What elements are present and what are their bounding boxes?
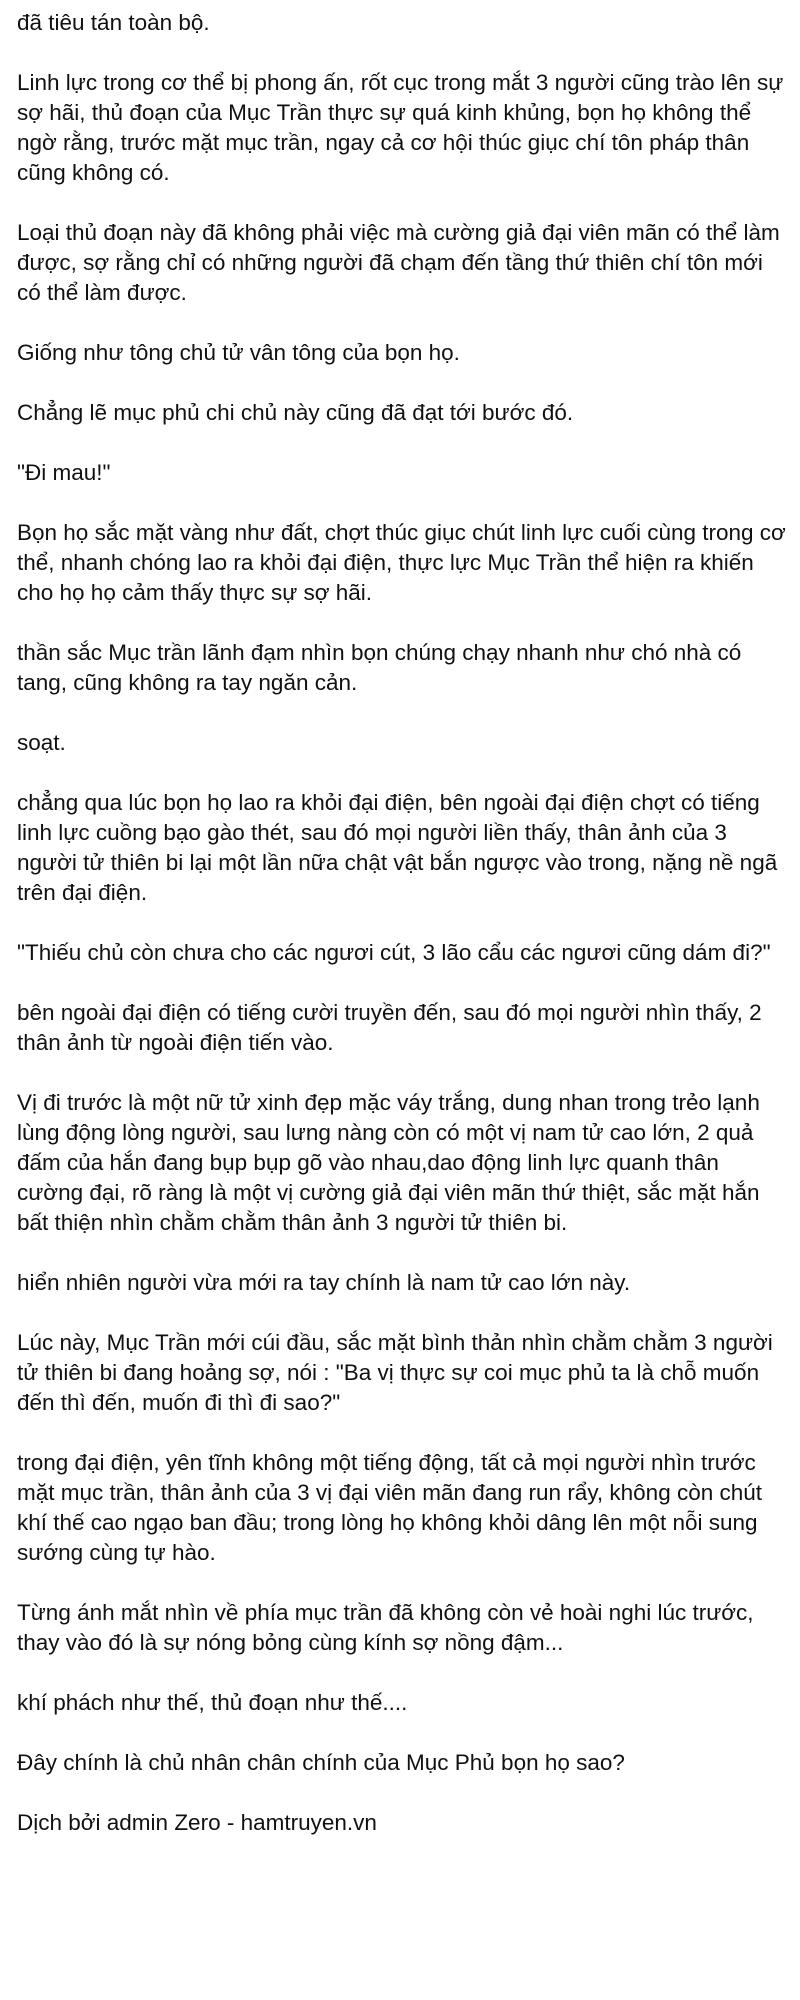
paragraph: Linh lực trong cơ thể bị phong ấn, rốt cục trong mắt 3 người cũng trào lên sự sợ hãi, thủ đoạn của Mục Trần thực sự quá kinh khủng, bọn họ không thể ngờ rằng, trước mặt mục trần, ngay cả cơ hội thúc giục chí tôn pháp thân cũng không có.: [17, 70, 784, 185]
paragraph: "Đi mau!": [17, 460, 111, 485]
paragraph: bên ngoài đại điện có tiếng cười truyền đến, sau đó mọi người nhìn thấy, 2 thân ảnh từ ngoài điện tiến vào.: [17, 1000, 762, 1055]
paragraph: hiển nhiên người vừa mới ra tay chính là nam tử cao lớn này.: [17, 1270, 631, 1295]
paragraph: Vị đi trước là một nữ tử xinh đẹp mặc váy trắng, dung nhan trong trẻo lạnh lùng động lòng người, sau lưng nàng còn có một vị nam tử cao lớn, 2 quả đấm của hắn đang bụp bụp gõ vào nhau,dao động linh lực quanh thân cường đại, rõ ràng là một vị cường giả đại viên mãn thứ thiệt, sắc mặt hắn bất thiện nhìn chằm chằm thân ảnh 3 người tử thiên bi.: [17, 1090, 760, 1235]
paragraph: Lúc này, Mục Trần mới cúi đầu, sắc mặt bình thản nhìn chằm chằm 3 người tử thiên bi đang hoảng sợ, nói : "Ba vị thực sự coi mục phủ ta là chỗ muốn đến thì đến, muốn đi thì đi sao?": [17, 1330, 773, 1415]
paragraph: Bọn họ sắc mặt vàng như đất, chợt thúc giục chút linh lực cuối cùng trong cơ thể, nhanh chóng lao ra khỏi đại điện, thực lực Mục Trần thể hiện ra khiến cho họ họ cảm thấy thực sự sợ hãi.: [17, 520, 786, 605]
paragraph: soạt.: [17, 730, 66, 755]
paragraph: thần sắc Mục trần lãnh đạm nhìn bọn chúng chạy nhanh như chó nhà có tang, cũng không ra tay ngăn cản.: [17, 640, 742, 695]
paragraph: Từng ánh mắt nhìn về phía mục trần đã không còn vẻ hoài nghi lúc trước, thay vào đó là sự nóng bỏng cùng kính sợ nồng đậm...: [17, 1600, 754, 1655]
paragraph: đã tiêu tán toàn bộ.: [17, 10, 210, 35]
paragraph: khí phách như thế, thủ đoạn như thế....: [17, 1690, 408, 1715]
paragraph: Chẳng lẽ mục phủ chi chủ này cũng đã đạt tới bước đó.: [17, 400, 574, 425]
translator-credit: Dịch bởi admin Zero - hamtruyen.vn: [17, 1810, 377, 1835]
paragraph: Loại thủ đoạn này đã không phải việc mà cường giả đại viên mãn có thể làm được, sợ rằng chỉ có những người đã chạm đến tầng thứ thiên chí tôn mới có thể làm được.: [17, 220, 780, 305]
paragraph: "Thiếu chủ còn chưa cho các ngươi cút, 3 lão cẩu các ngươi cũng dám đi?": [17, 940, 771, 965]
paragraph: trong đại điện, yên tĩnh không một tiếng động, tất cả mọi người nhìn trước mặt mục trần, thân ảnh của 3 vị đại viên mãn đang run rẩy, không còn chút khí thế cao ngạo ban đầu; trong lòng họ không khỏi dâng lên một nỗi sung sướng cùng tự hào.: [17, 1450, 763, 1565]
story-text: [17, 8, 787, 1838]
paragraph: chẳng qua lúc bọn họ lao ra khỏi đại điện, bên ngoài đại điện chợt có tiếng linh lực cuồng bạo gào thét, sau đó mọi người liền thấy, thân ảnh của 3 người tử thiên bi lại một lần nữa chật vật bắn ngược vào trong, nặng nề ngã trên đại điện.: [17, 790, 778, 905]
paragraph: Giống như tông chủ tử vân tông của bọn họ.: [17, 340, 460, 365]
paragraph: Đây chính là chủ nhân chân chính của Mục Phủ bọn họ sao?: [17, 1750, 625, 1775]
